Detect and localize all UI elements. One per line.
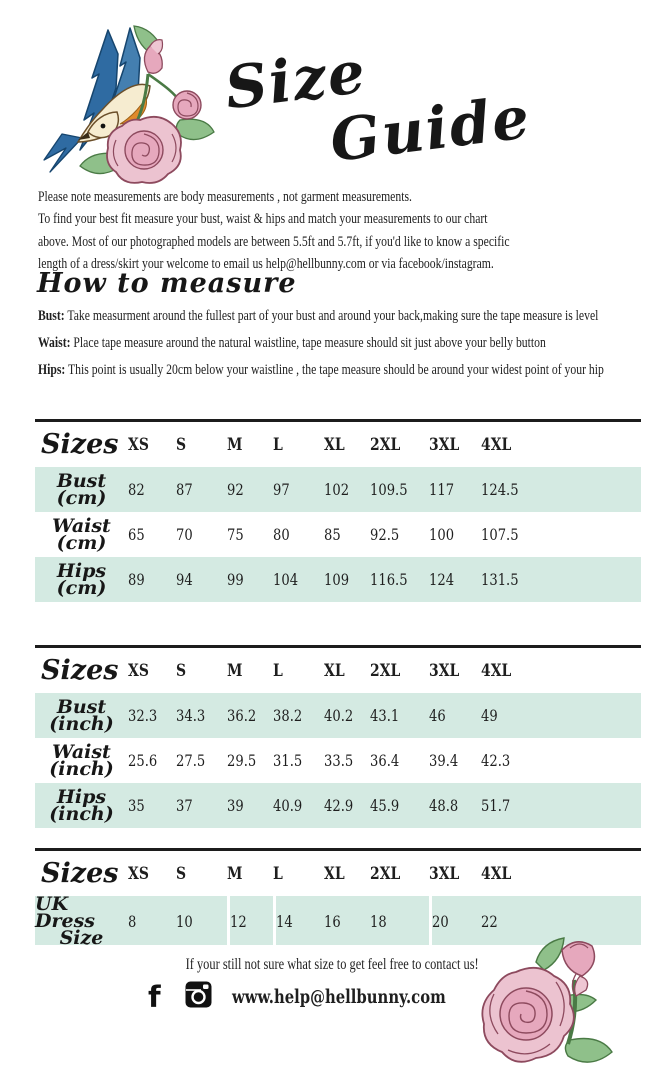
size-value: 94 <box>176 570 193 589</box>
sizes-corner-label: Sizes <box>41 429 119 460</box>
intro-paragraph <box>38 186 648 275</box>
size-value: 117 <box>429 480 455 499</box>
size-value: 46 <box>429 706 446 725</box>
size-value: 102 <box>324 480 350 499</box>
row-label: Bust (cm) <box>56 469 107 509</box>
column-header-3xl: 3XL <box>429 434 460 455</box>
contact-email: www.help@hellbunny.com <box>231 986 446 1008</box>
size-value: 36.2 <box>227 706 257 725</box>
column-header-2xl: 2XL <box>370 434 401 455</box>
size-value: 65 <box>128 525 145 544</box>
column-header-3xl: 3XL <box>429 660 460 681</box>
size-value: 80 <box>273 525 290 544</box>
measure-item-waist: Waist: Place tape measure around the natural waistline, tape measure should sit just above your belly button <box>38 335 546 351</box>
size-value: 92 <box>227 480 244 499</box>
size-value: 39.4 <box>429 751 459 770</box>
size-value: 92.5 <box>370 525 400 544</box>
facebook-icon[interactable]: f <box>148 980 161 1014</box>
contact-line: If your still not sure what size to get feel free to contact us! <box>185 956 480 973</box>
measure-item-hips: Hips: This point is usually 20cm below your waistline , the tape measure should be around your widest point of your hip <box>38 362 604 378</box>
size-value: 32.3 <box>128 706 158 725</box>
size-value: 34.3 <box>176 706 206 725</box>
column-header-xs: XS <box>128 863 149 884</box>
column-header-xl: XL <box>324 660 345 681</box>
measure-item-bust: Bust: Take measurment around the fullest part of your bust and around your back,making sure the tape measure is level <box>38 308 599 324</box>
size-value: 20 <box>429 896 481 947</box>
row-label: Waist (cm) <box>52 514 111 554</box>
table-row-waist <box>35 512 641 557</box>
size-value: 18 <box>370 912 387 931</box>
how-to-measure-heading: How to measure <box>37 268 297 299</box>
size-value: 124.5 <box>481 480 519 499</box>
column-header-m: M <box>227 863 243 884</box>
size-table-3 <box>35 848 641 949</box>
size-table-1 <box>35 419 641 602</box>
size-value: 10 <box>176 912 193 931</box>
size-value: 16 <box>324 912 341 931</box>
size-value: 29.5 <box>227 751 257 770</box>
column-header-l: L <box>273 863 283 884</box>
size-value: 40.2 <box>324 706 354 725</box>
column-header-xs: XS <box>128 434 149 455</box>
column-header-m: M <box>227 434 243 455</box>
size-value: 38.2 <box>273 706 303 725</box>
column-header-4xl: 4XL <box>481 863 512 884</box>
column-header-xs: XS <box>128 660 149 681</box>
size-value: 87 <box>176 480 193 499</box>
table-header-row <box>35 648 641 693</box>
size-value: 99 <box>227 570 244 589</box>
sizes-corner-label: Sizes <box>41 655 119 686</box>
row-label: Hips (cm) <box>56 559 107 599</box>
table-row-hips <box>35 557 641 602</box>
column-header-4xl: 4XL <box>481 660 512 681</box>
rose-icon <box>458 936 623 1080</box>
swallow-icon <box>22 8 217 193</box>
size-value: 8 <box>128 912 137 931</box>
measure-instructions <box>38 306 662 387</box>
row-label: Waist (inch) <box>49 740 114 780</box>
size-value: 116.5 <box>370 570 408 589</box>
size-value: 12 <box>227 896 273 947</box>
size-value: 51.7 <box>481 796 511 815</box>
size-value: 39 <box>227 796 244 815</box>
swallow-with-roses-illustration <box>22 8 217 198</box>
size-table-2 <box>35 645 641 828</box>
intro-line: Please note measurements are body measurements , not garment measurements. <box>38 189 412 205</box>
column-header-m: M <box>227 660 243 681</box>
column-header-2xl: 2XL <box>370 863 401 884</box>
size-value: 70 <box>176 525 193 544</box>
size-value: 25.6 <box>128 751 158 770</box>
page-title-line1: Size <box>221 37 371 123</box>
size-value: 33.5 <box>324 751 354 770</box>
size-value: 43.1 <box>370 706 400 725</box>
size-value: 75 <box>227 525 244 544</box>
table-header-row <box>35 422 641 467</box>
size-value: 104 <box>273 570 299 589</box>
column-header-s: S <box>176 863 187 884</box>
table-row-waist <box>35 738 641 783</box>
sizes-corner-label: Sizes <box>41 858 119 889</box>
column-header-xl: XL <box>324 434 345 455</box>
size-value: 22 <box>481 912 498 931</box>
row-label: Hips (inch) <box>49 785 114 825</box>
size-value: 107.5 <box>481 525 519 544</box>
table-row-bust <box>35 467 641 512</box>
row-label: UK Dress Size <box>35 893 104 949</box>
intro-line: To find your best fit measure your bust, waist & hips and match your measurements to our chart <box>38 211 488 228</box>
size-value: 109 <box>324 570 350 589</box>
column-header-xl: XL <box>324 863 345 884</box>
size-value: 40.9 <box>273 796 303 815</box>
size-value: 82 <box>128 480 145 499</box>
size-value: 42.9 <box>324 796 354 815</box>
size-value: 45.9 <box>370 796 400 815</box>
size-value: 85 <box>324 525 341 544</box>
column-header-l: L <box>273 660 283 681</box>
size-value: 89 <box>128 570 145 589</box>
column-header-s: S <box>176 434 187 455</box>
column-header-4xl: 4XL <box>481 434 512 455</box>
column-header-3xl: 3XL <box>429 863 460 884</box>
table-header-row <box>35 851 641 896</box>
size-value: 31.5 <box>273 751 303 770</box>
size-value: 35 <box>128 796 145 815</box>
intro-line: length of a dress/skirt your welcome to email us help@hellbunny.com or via facebook/instagram. <box>38 255 494 272</box>
size-value: 37 <box>176 796 193 815</box>
size-value: 27.5 <box>176 751 206 770</box>
table-row-bust <box>35 693 641 738</box>
size-value: 36.4 <box>370 751 400 770</box>
intro-line: above. Most of our photographed models are between 5.5ft and 5.7ft, if you'd like to know a specific <box>38 233 510 250</box>
column-header-2xl: 2XL <box>370 660 401 681</box>
size-value: 97 <box>273 480 290 499</box>
page-title-line2: Guide <box>326 82 535 176</box>
roses-illustration <box>458 936 623 1085</box>
size-value: 48.8 <box>429 796 459 815</box>
table-row-hips <box>35 783 641 828</box>
column-header-s: S <box>176 660 187 681</box>
size-value: 14 <box>273 896 324 947</box>
size-value: 131.5 <box>481 570 519 589</box>
column-header-l: L <box>273 434 283 455</box>
size-value: 109.5 <box>370 480 408 499</box>
size-value: 49 <box>481 706 498 725</box>
instagram-icon[interactable] <box>185 981 212 1013</box>
size-value: 100 <box>429 525 455 544</box>
size-value: 42.3 <box>481 751 511 770</box>
size-value: 124 <box>429 570 455 589</box>
social-row <box>148 982 506 1012</box>
row-label: Bust (inch) <box>49 695 114 735</box>
